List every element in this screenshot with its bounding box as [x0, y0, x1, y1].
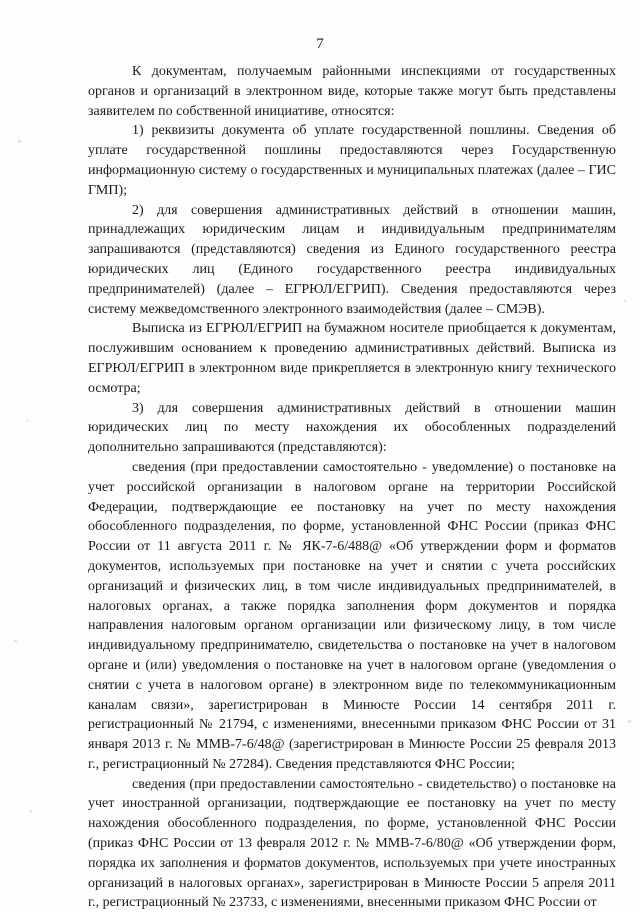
paragraph-russian-org-info: сведения (при предоставлении самостоятельно - уведомление) о постановке на учет российской организации в налоговом органе на территории Российской Федерации, подтверждающие ее постановку на учет по месту нахождения обособленного подразделения, по форме, установленной ФНС России (приказ ФНС России от 11 августа 2011 г. № ЯК-7-6/488@ «Об утверждении форм и форматов документов, используемых при постановке на учет и снятии с учета российских организаций и физических лиц, в том числе индивидуальных предпринимателей, в налоговых органах, а также порядка заполнения форм документов и порядка направления налоговым органом организации или физическому лицу, в том числе индивидуальному предпринимателю, свидетельства о постановке на учет в налоговом органе и (или) уведомления о постановке на учет в налоговом органе (уведомления о снятии с учета в налоговом органе) в электронном виде по телекоммуникационным каналам связи», зарегистрирован в Минюсте России 14 сентября 2011 г. регистрационный № 21794, с изменениями, внесенными приказом ФНС России от 31 января 2013 г. № ММВ-7-6/48@ (зарегистрирован в Минюсте России 25 февраля 2013 г., регистрационный № 27284). Сведения представляются ФНС России;: [88, 459, 616, 772]
scan-speckle: [624, 300, 626, 302]
page-number: 7: [316, 36, 324, 52]
scan-speckle: [14, 640, 17, 642]
scan-speckle: [30, 810, 32, 813]
scan-speckle: [18, 140, 21, 143]
document-body: [88, 62, 616, 913]
scan-speckle: [628, 720, 631, 723]
paragraph-intro: К документам, получаемым районными инспекциями от государственных органов и организаций в электронном виде, которые также могут быть представлены заявителем по собственной инициативе, относятся:: [88, 64, 616, 119]
paragraph-foreign-org-info: сведения (при предоставлении самостоятельно - свидетельство) о постановке на учет иностранной организации, подтверждающие ее постановку на учет по месту нахождения обособленного подразделения, по форме, установленной ФНС России (приказ ФНС России от 13 февраля 2012 г. № ММВ-7-6/80@ «Об утверждении форм, порядка их заполнения и форматов документов, используемых при учете иностранных организаций в налоговых органах», зарегистрирован в Минюсте России 5 апреля 2011 г., регистрационный № 23733, с изменениями, внесенными приказом ФНС России от: [88, 776, 616, 911]
paragraph-item-3: 3) для совершения административных действий в отношении машин юридических лиц по месту нахождения их обособленных подразделений дополнительно запрашиваются (представляются):: [88, 400, 616, 456]
scan-speckle: [26, 420, 28, 422]
paragraph-item-2: 2) для совершения административных действий в отношении машин, принадлежащих юридическим лицам и индивидуальным предпринимателям запрашиваются (представляются) сведения из Единого государственного реестра юридических лиц (Единого государственного реестра индивидуальных предпринимателей) (далее – ЕГРЮЛ/ЕГРИП). Сведения предоставляются через систему межведомственного электронного взаимодействия (далее – СМЭВ).: [88, 202, 616, 317]
paragraph-extract: Выписка из ЕГРЮЛ/ЕГРИП на бумажном носителе приобщается к документам, послужившим основанием к проведению административных действий. Выписка из ЕГРЮЛ/ЕГРИП в электронном виде прикрепляется в электронную книгу технического осмотра;: [88, 321, 616, 396]
paragraph-item-1: 1) реквизиты документа об уплате государственной пошлины. Сведения об уплате государственной пошлины предоставляются через Государственную информационную систему о государственных и муниципальных платежах (далее – ГИС ГМП);: [88, 123, 616, 198]
